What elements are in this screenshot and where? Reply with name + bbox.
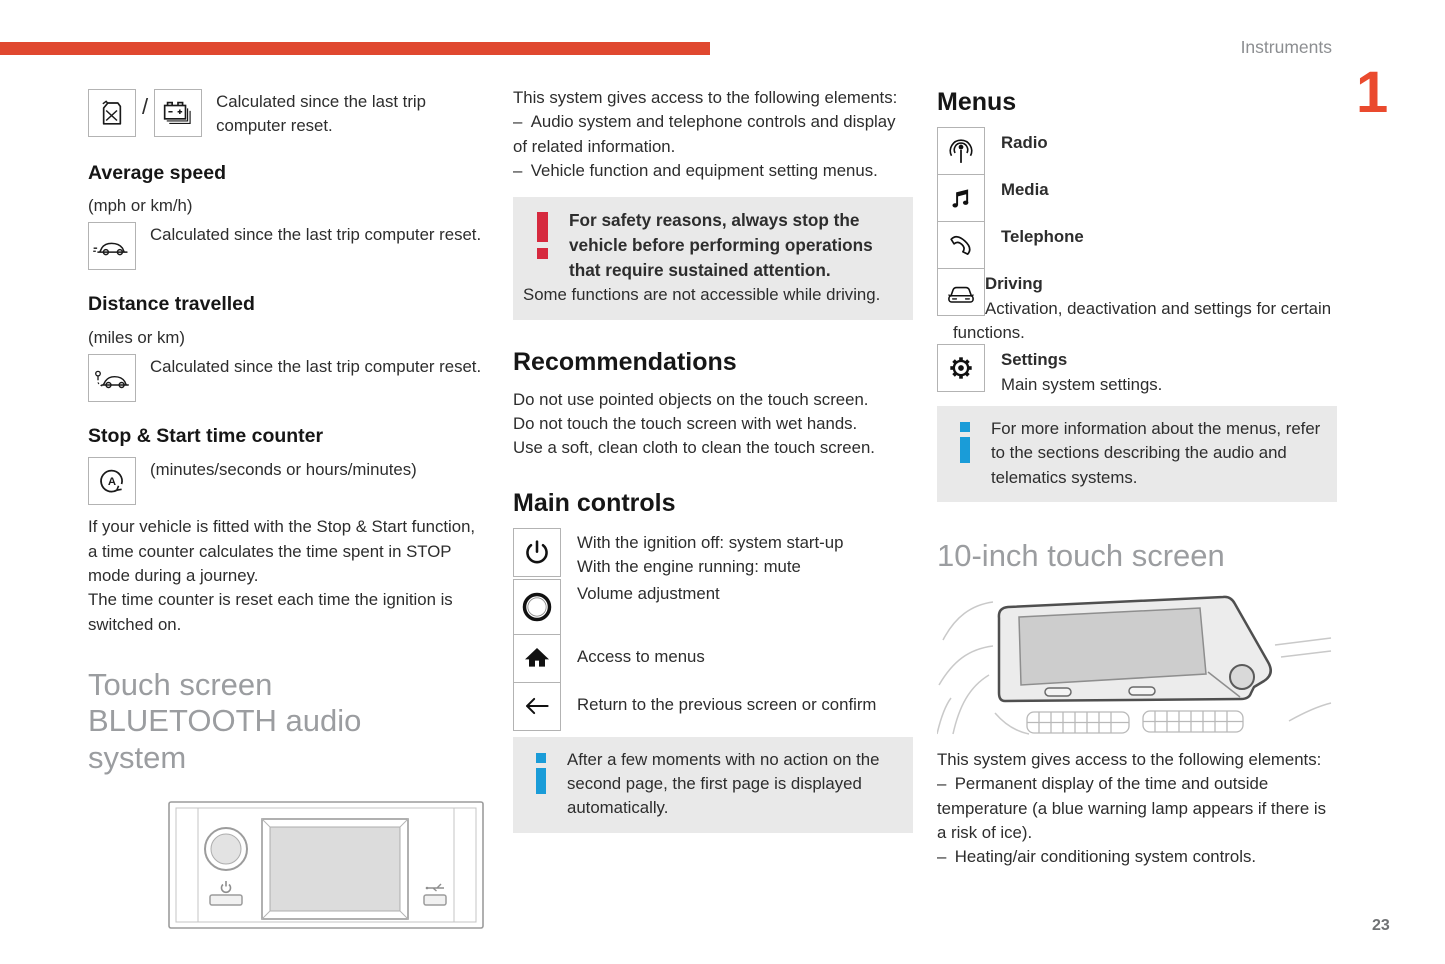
warning-exclamation-icon <box>530 211 556 261</box>
menus-info-box <box>937 406 1337 502</box>
menu-label-settings: Settings <box>1001 350 1068 370</box>
power-label: With the ignition off: system start-up With the engine running: mute <box>577 533 844 577</box>
chapter-number: 1 <box>1356 60 1389 125</box>
recommendations-title: Recommendations <box>513 347 737 376</box>
recommendations-line3: Use a soft, clean cloth to clean the touch screen. <box>513 438 875 458</box>
menu-desc-settings: Main system settings. <box>1001 374 1163 394</box>
distance-caption: Calculated since the last trip computer reset. <box>150 356 482 376</box>
radio-icon <box>937 127 985 175</box>
volume-label: Volume adjustment <box>577 583 720 603</box>
power-icon <box>513 528 561 577</box>
control-row-volume <box>513 580 913 635</box>
menu-label-driving: Driving <box>985 274 1043 294</box>
menu-settings-text <box>1001 345 1162 397</box>
touch-screen-line: This system gives access to the following elements: <box>937 749 1322 769</box>
stop-start-unit: (minutes/seconds or hours/minutes) <box>150 460 417 480</box>
stop-start-title: Stop & Start time counter <box>88 424 324 447</box>
settings-icon <box>937 344 985 392</box>
touch-screen-heading: 10-inch touch screen <box>937 538 1225 573</box>
distance-title: Distance travelled <box>88 293 255 316</box>
stop-start-para1: If your vehicle is fitted with the Stop & Start function, a time counter calculates the time spent in STOP mode during a journey. <box>88 517 476 585</box>
touch-screen-bullet2: – Heating/air conditioning system controls. <box>937 847 1256 867</box>
middle-column <box>513 86 913 833</box>
svg-text:A: A <box>107 476 117 489</box>
average-speed-caption: Calculated since the last trip computer reset. <box>150 225 482 245</box>
distance-row <box>88 354 488 402</box>
fuel-can-icon <box>88 89 136 137</box>
control-row-back <box>513 683 913 731</box>
system-intro-bullet1: – Audio system and telephone controls and display of related information. <box>513 112 896 156</box>
trip-reset-row <box>88 89 488 139</box>
control-row-power <box>513 529 913 580</box>
stop-start-row <box>88 457 488 505</box>
system-intro-bullet2: – Vehicle function and equipment setting menus. <box>513 161 878 181</box>
average-speed-row <box>88 222 488 270</box>
average-speed-title: Average speed <box>88 161 227 184</box>
back-arrow-icon <box>513 682 561 731</box>
stop-start-para2: The time counter is reset each time the ignition is switched on. <box>88 590 453 634</box>
menu-label-telephone: Telephone <box>1001 227 1084 247</box>
menu-desc-driving: Activation, deactivation and settings for certain functions. <box>953 298 1332 342</box>
header-accent-bar <box>0 42 710 55</box>
car-route-icon <box>88 354 136 402</box>
menu-row-radio <box>937 128 1337 175</box>
system-intro-line: This system gives access to the following elements: <box>513 88 898 107</box>
menu-label-radio: Radio <box>1001 133 1048 153</box>
recommendations-line1: Do not use pointed objects on the touch screen. <box>513 389 869 409</box>
distance-unit: (miles or km) <box>88 327 185 347</box>
warning-normal-text: Some functions are not accessible while driving. <box>523 285 881 305</box>
main-controls-title: Main controls <box>513 488 676 517</box>
auto-return-info-box <box>513 737 913 833</box>
stop-start-icon <box>88 457 136 505</box>
trip-reset-caption: Calculated since the last trip computer reset. <box>216 92 426 136</box>
media-icon <box>937 174 985 222</box>
back-label: Return to the previous screen or confirm <box>577 694 877 714</box>
volume-knob-icon <box>513 579 561 635</box>
recommendations-line2: Do not touch the touch screen with wet hands. <box>513 414 858 434</box>
page-number: 23 <box>1372 917 1390 934</box>
auto-return-info-text: After a few moments with no action on the second page, the first page is displayed automatically. <box>567 749 880 818</box>
warning-bold-text: For safety reasons, always stop the vehicle before performing operations that require sustained attention. <box>569 210 873 281</box>
average-speed-unit: (mph or km/h) <box>88 195 193 215</box>
telephone-icon <box>937 221 985 269</box>
control-row-home <box>513 635 913 683</box>
menu-row-media <box>937 175 1337 222</box>
car-side-icon <box>88 222 136 270</box>
menu-row-driving <box>937 269 1337 345</box>
driving-icon <box>937 268 985 316</box>
home-icon <box>513 634 561 683</box>
menus-info-text: For more information about the menus, refer to the sections describing the audio and telematics systems. <box>991 418 1321 487</box>
menus-title: Menus <box>937 88 1017 116</box>
info-icon <box>530 751 554 797</box>
slash-separator: / <box>142 94 149 119</box>
dashboard-screen-drawing <box>937 585 1337 742</box>
touch-screen-bullet1: – Permanent display of the time and outside temperature (a blue warning lamp appears if there is a risk of ice). <box>937 774 1326 842</box>
menu-label-media: Media <box>1001 180 1049 200</box>
home-label: Access to menus <box>577 646 705 666</box>
menu-row-settings <box>937 345 1337 397</box>
left-column <box>88 85 488 938</box>
safety-warning-box <box>513 197 913 319</box>
right-column <box>937 84 1337 870</box>
audio-unit-drawing <box>166 799 488 938</box>
bluetooth-section-heading: Touch screen BLUETOOTH audio system <box>88 666 362 776</box>
menu-row-telephone <box>937 222 1337 269</box>
section-label: Instruments <box>1240 37 1332 57</box>
battery-icon <box>154 89 202 137</box>
info-icon <box>954 420 978 466</box>
